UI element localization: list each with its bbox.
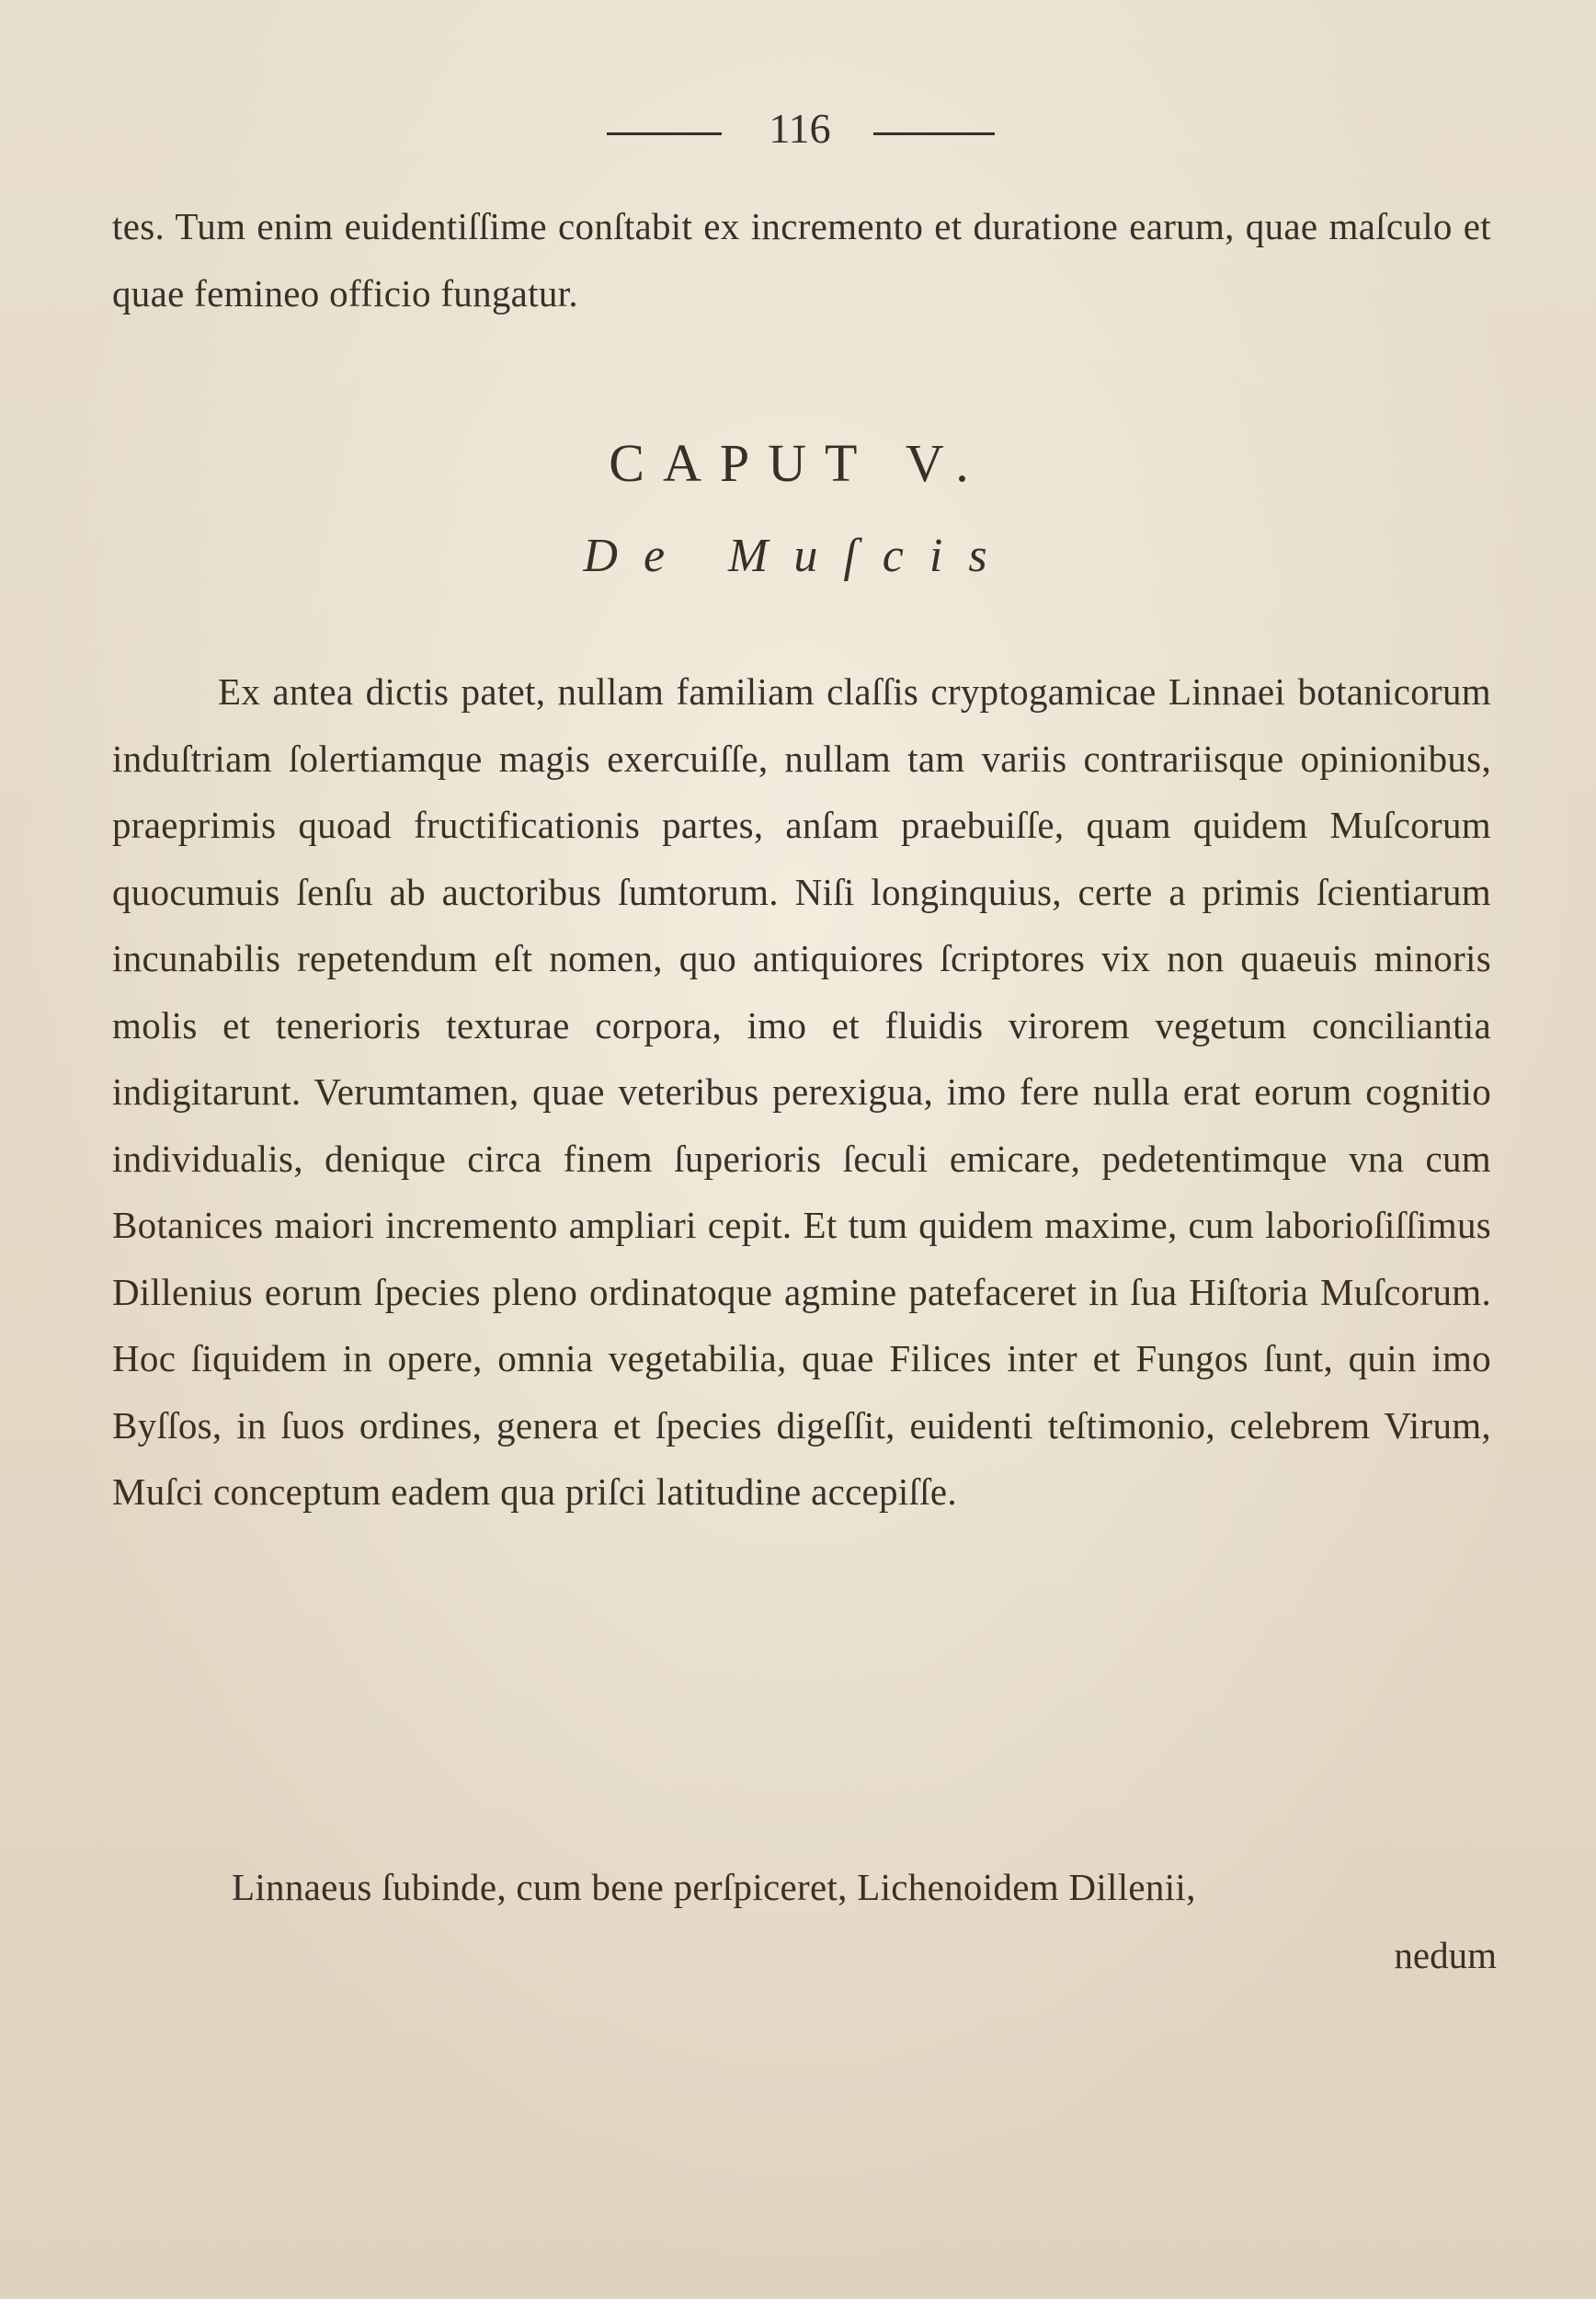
chapter-title: CAPUT V. xyxy=(609,433,987,493)
chapter-subtitle: De Muſcis xyxy=(583,530,1013,582)
paragraph: Ex antea dictis patet, nullam familiam claſſis cryptogamicae Linnaei botanicorum induſtriam ſolertiamque magis exercuiſſe, nullam tam variis contrariisque opinionibus, praeprimis quoad fructificationis partes, anſam praebuiſſe, quam quidem Muſcorum quocumuis ſenſu ab auctoribus ſumtorum. Niſi longinquius, certe a primis ſcientiarum incunabilis repetendum eſt nomen, quo antiquiores ſcriptores vix non quaeuis minoris molis et tenerioris texturae corpora, imo et fluidis virorem vegetum conciliantia indigitarunt. Verumtamen, quae veteribus perexigua, imo fere nulla erat eorum cognitio individualis, denique circa finem ſuperioris ſeculi emicare, pedetentimque vna cum Botanices maiori incremento ampliari cepit. Et tum quidem maxime, cum laborioſiſſimus Dillenius eorum ſpecies pleno ordinatoque agmine patefaceret in ſua Hiſtoria Muſcorum. Hoc ſiquidem in opere, omnia vegetabilia, quae Filices inter et Fungos ſunt, quin imo Byſſos, in ſuos ordines, genera et ſpecies digeſſit, euidenti teſtimonio, celebrem Virum, Muſci conceptum eadem qua priſci latitudine accepiſſe. xyxy=(112,670,1491,1513)
paragraph: Linnaeus ſubinde, cum bene perſpiceret, Lichenoidem Dillenii, xyxy=(232,1866,1196,1908)
continuation-paragraph: tes. Tum enim euidentiſſime conſtabit ex incremento et duratione earum, quae maſculo et quae femineo officio fungatur. xyxy=(112,205,1491,315)
header-rule-left xyxy=(607,132,722,135)
page-header xyxy=(0,99,1596,164)
header-rule-right xyxy=(873,132,995,135)
page-number: 116 xyxy=(769,105,831,152)
catchword: nedum xyxy=(1394,1934,1497,1976)
